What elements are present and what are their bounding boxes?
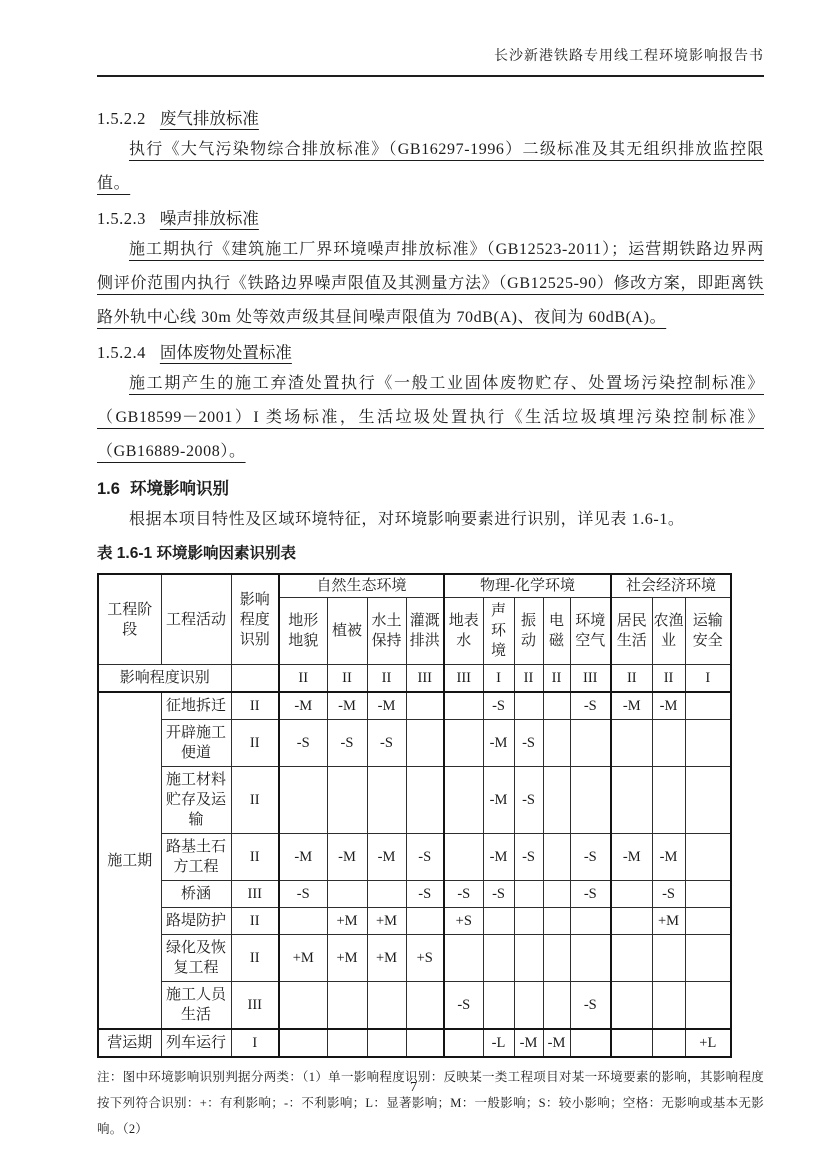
impact-cell: -S <box>279 881 327 908</box>
impact-cell: +M <box>652 908 685 935</box>
section-paragraph: 施工期产生的施工弃渣处置执行《一般工业固体废物贮存、处置场污染控制标准》（GB18599－2001）I 类场标准，生活垃圾处置执行《生活垃圾填埋污染控制标准》（GB16889-2008）。 <box>97 375 764 460</box>
factor-header: 振动 <box>514 598 543 665</box>
section-heading-1-5-2-2 <box>97 107 764 131</box>
impact-cell: -S <box>514 834 543 881</box>
impact-cell <box>543 692 570 720</box>
impact-cell: -M <box>367 834 406 881</box>
impact-factor-table <box>97 573 732 1058</box>
impact-cell <box>444 767 483 834</box>
impact-cell <box>685 767 731 834</box>
factor-header: 地形地貌 <box>279 598 327 665</box>
activity-label: 绿化及恢复工程 <box>161 935 231 982</box>
degree-cell: II <box>652 665 685 693</box>
impact-cell: -M <box>514 1029 543 1057</box>
table-footnote: 注：图中环境影响识别判据分两类：（1）单一影响程度识别：反映某一类工程项目对某一环境要素的影响，其影响程度按下列符合识别：+：有利影响；-：不利影响；L：显著影响；M：一般影响；S：较小影响；空格：无影响或基本无影响。（2） <box>97 1070 764 1136</box>
impact-cell <box>543 908 570 935</box>
impact-cell: -M <box>483 720 514 767</box>
impact-cell: -S <box>327 720 367 767</box>
impact-cell: -M <box>279 692 327 720</box>
degree-cell: I <box>685 665 731 693</box>
impact-cell: -S <box>406 834 444 881</box>
impact-cell: +M <box>367 908 406 935</box>
activity-label: 开辟施工便道 <box>161 720 231 767</box>
impact-cell <box>570 908 611 935</box>
impact-cell: -M <box>652 834 685 881</box>
degree-cell: III <box>406 665 444 693</box>
impact-cell <box>327 767 367 834</box>
impact-cell <box>279 1029 327 1057</box>
impact-cell: -S <box>570 834 611 881</box>
impact-cell: -M <box>367 692 406 720</box>
factor-header: 植被 <box>327 598 367 665</box>
impact-cell <box>327 982 367 1030</box>
group-header: 物理-化学环境 <box>444 574 611 598</box>
page-content <box>97 107 764 1142</box>
impact-cell <box>685 834 731 881</box>
section-number: 1.5.2.4 <box>97 343 146 362</box>
impact-cell <box>543 881 570 908</box>
activity-label: 列车运行 <box>161 1029 231 1057</box>
impact-cell <box>444 935 483 982</box>
degree-cell: III <box>570 665 611 693</box>
impact-cell <box>367 982 406 1030</box>
degree-cell: I <box>231 1029 279 1057</box>
impact-cell <box>483 935 514 982</box>
degree-cell: II <box>231 908 279 935</box>
impact-cell <box>444 1029 483 1057</box>
impact-cell: -S <box>570 982 611 1030</box>
activity-label: 征地拆迁 <box>161 692 231 720</box>
degree-cell: II <box>327 665 367 693</box>
impact-cell <box>611 1029 652 1057</box>
impact-cell: +M <box>327 935 367 982</box>
activity-label: 施工材料贮存及运输 <box>161 767 231 834</box>
section-title: 固体废物处置标准 <box>159 343 292 362</box>
impact-cell: -M <box>327 692 367 720</box>
impact-cell <box>570 720 611 767</box>
page-header <box>97 0 764 77</box>
impact-cell: -S <box>483 692 514 720</box>
impact-cell <box>543 720 570 767</box>
column-header-degree: 影响程度识别 <box>231 574 279 665</box>
impact-cell: -M <box>327 834 367 881</box>
impact-cell: -M <box>611 692 652 720</box>
impact-cell: -S <box>570 692 611 720</box>
impact-cell <box>367 881 406 908</box>
impact-cell: -S <box>483 881 514 908</box>
activity-label: 桥涵 <box>161 881 231 908</box>
degree-cell: III <box>444 665 483 693</box>
impact-cell: -M <box>611 834 652 881</box>
section-heading-1-6 <box>97 477 764 501</box>
impact-cell <box>444 720 483 767</box>
section-number: 1.6 <box>97 480 120 498</box>
impact-cell <box>543 935 570 982</box>
group-header: 自然生态环境 <box>279 574 444 598</box>
impact-cell <box>327 881 367 908</box>
impact-cell: +M <box>367 935 406 982</box>
impact-cell <box>279 982 327 1030</box>
impact-cell <box>652 935 685 982</box>
impact-cell: -M <box>483 767 514 834</box>
impact-cell <box>685 881 731 908</box>
impact-cell: -S <box>367 720 406 767</box>
impact-cell: -S <box>279 720 327 767</box>
impact-cell <box>406 720 444 767</box>
impact-cell <box>406 692 444 720</box>
impact-cell <box>279 767 327 834</box>
degree-cell: II <box>231 834 279 881</box>
section-paragraph: 执行《大气污染物综合排放标准》（GB16297-1996）二级标准及其无组织排放监控限值。 <box>97 141 764 192</box>
impact-cell <box>514 935 543 982</box>
impact-cell <box>514 881 543 908</box>
activity-label: 施工人员生活 <box>161 982 231 1030</box>
impact-cell: -S <box>444 982 483 1030</box>
degree-cell: II <box>231 767 279 834</box>
impact-cell <box>367 1029 406 1057</box>
impact-cell <box>570 1029 611 1057</box>
degree-cell: II <box>231 935 279 982</box>
impact-cell: -M <box>279 834 327 881</box>
factor-header: 运输安全 <box>685 598 731 665</box>
phase-label: 营运期 <box>98 1029 161 1057</box>
impact-cell: -S <box>444 881 483 908</box>
impact-cell <box>279 908 327 935</box>
impact-cell: -M <box>543 1029 570 1057</box>
impact-cell: -M <box>483 834 514 881</box>
impact-cell: -S <box>570 881 611 908</box>
section-title: 噪声排放标准 <box>159 209 259 228</box>
impact-cell <box>444 834 483 881</box>
impact-cell: +S <box>406 935 444 982</box>
column-header-activity: 工程活动 <box>161 574 231 665</box>
impact-cell: -M <box>652 692 685 720</box>
impact-cell <box>406 767 444 834</box>
section-number: 1.5.2.2 <box>97 109 146 128</box>
section-title: 环境影响识别 <box>129 480 229 498</box>
factor-header: 灌溉排洪 <box>406 598 444 665</box>
impact-cell <box>543 767 570 834</box>
factor-header: 电磁 <box>543 598 570 665</box>
impact-cell: -S <box>406 881 444 908</box>
degree-cell: II <box>611 665 652 693</box>
impact-cell <box>685 935 731 982</box>
impact-cell <box>514 908 543 935</box>
degree-cell: II <box>514 665 543 693</box>
column-header-phase: 工程阶段 <box>98 574 161 665</box>
section-paragraph: 根据本项目特性及区域环境特征，对环境影响要素进行识别，详见表 1.6-1。 <box>129 511 685 528</box>
factor-header: 水土保持 <box>367 598 406 665</box>
impact-cell <box>483 982 514 1030</box>
impact-cell <box>570 935 611 982</box>
degree-cell: III <box>231 881 279 908</box>
impact-cell <box>514 982 543 1030</box>
impact-cell: -S <box>514 720 543 767</box>
impact-cell <box>685 982 731 1030</box>
impact-cell: +M <box>327 908 367 935</box>
impact-cell: +M <box>279 935 327 982</box>
degree-cell: II <box>231 692 279 720</box>
impact-cell <box>406 1029 444 1057</box>
impact-cell: +S <box>444 908 483 935</box>
section-heading-1-5-2-3 <box>97 207 764 231</box>
impact-cell <box>685 720 731 767</box>
degree-cell <box>231 665 279 693</box>
factor-header: 居民生活 <box>611 598 652 665</box>
impact-cell <box>611 881 652 908</box>
section-heading-1-5-2-4 <box>97 341 764 365</box>
impact-cell <box>652 720 685 767</box>
impact-cell <box>483 908 514 935</box>
degree-cell: II <box>279 665 327 693</box>
impact-cell <box>514 692 543 720</box>
section-number: 1.5.2.3 <box>97 209 146 228</box>
degree-cell: II <box>367 665 406 693</box>
degree-cell: I <box>483 665 514 693</box>
impact-cell <box>611 720 652 767</box>
group-header: 社会经济环境 <box>611 574 731 598</box>
impact-cell: +L <box>685 1029 731 1057</box>
factor-header: 地表水 <box>444 598 483 665</box>
impact-cell <box>652 982 685 1030</box>
impact-cell <box>611 935 652 982</box>
impact-cell <box>570 767 611 834</box>
impact-cell <box>652 1029 685 1057</box>
impact-cell: -S <box>652 881 685 908</box>
phase-label: 施工期 <box>98 692 161 1029</box>
degree-cell: III <box>231 982 279 1030</box>
page-number: 7 <box>410 1080 417 1095</box>
degree-cell: II <box>543 665 570 693</box>
impact-cell <box>543 982 570 1030</box>
impact-cell <box>685 908 731 935</box>
impact-cell <box>367 767 406 834</box>
section-paragraph: 施工期执行《建筑施工厂界环境噪声排放标准》（GB12523-2011）；运营期铁路边界两侧评价范围内执行《铁路边界噪声限值及其测量方法》（GB12525-90）修改方案，即距离铁路外轨中心线 30m 处等效声级其昼间噪声限值为 70dB(A)、夜间为 60dB(A)。 <box>97 241 764 326</box>
impact-cell <box>327 1029 367 1057</box>
impact-cell <box>611 767 652 834</box>
degree-row-label: 影响程度识别 <box>98 665 231 693</box>
impact-cell <box>611 908 652 935</box>
impact-cell: -L <box>483 1029 514 1057</box>
factor-header: 农渔业 <box>652 598 685 665</box>
impact-cell <box>543 834 570 881</box>
impact-cell <box>406 982 444 1030</box>
impact-cell <box>652 767 685 834</box>
impact-cell <box>611 982 652 1030</box>
factor-header: 声环境 <box>483 598 514 665</box>
impact-cell <box>406 908 444 935</box>
factor-header: 环境空气 <box>570 598 611 665</box>
section-title: 废气排放标准 <box>159 109 259 128</box>
impact-cell: -S <box>514 767 543 834</box>
activity-label: 路堤防护 <box>161 908 231 935</box>
activity-label: 路基土石方工程 <box>161 834 231 881</box>
impact-cell <box>685 692 731 720</box>
degree-cell: II <box>231 720 279 767</box>
header-title: 长沙新港铁路专用线工程环境影响报告书 <box>494 49 764 64</box>
impact-cell <box>444 692 483 720</box>
table-caption: 表 1.6-1 环境影响因素识别表 <box>97 545 296 562</box>
